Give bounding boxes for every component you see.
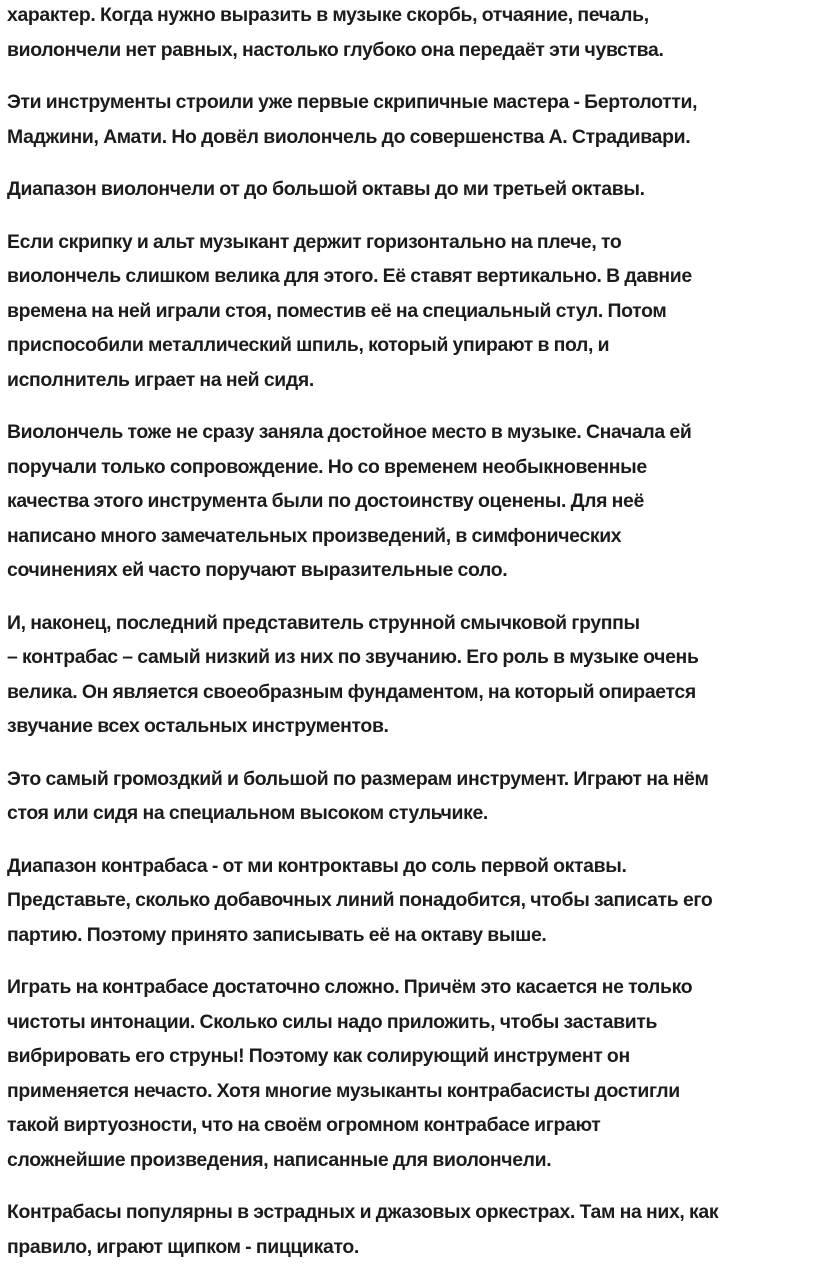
text-line: Контрабасы популярны в эстрадных и джазовых оркестрах. Там на них, как <box>7 1201 719 1223</box>
text-line: велика. Он является своеобразным фундаментом, на который опирается <box>7 680 696 703</box>
text-line: характер. Когда нужно выразить в музыке скорбь, отчаяние, печаль, <box>7 4 649 26</box>
text-line: вибрировать его струны! Поэтому как солирующий инструмент он <box>7 1045 630 1067</box>
text-line: Маджини, Амати. Но довёл виолончель до совершенства А. Страдивари. <box>7 125 691 148</box>
text-line: Если скрипку и альт музыкант держит горизонтально на плече, то <box>7 230 622 253</box>
text-line: Эти инструменты строили уже первые скрипичные мастера - Бертолотти, <box>7 91 698 113</box>
paragraph <box>7 415 816 588</box>
text-line: звучание всех остальных инструментов. <box>7 715 389 737</box>
text-line: – контрабас – самый низкий из них по звучанию. Его роль в музыке очень <box>7 646 699 668</box>
paragraph <box>7 849 816 953</box>
text-line: Виолончель тоже не сразу заняла достойное место в музыке. Сначала ей <box>7 421 692 443</box>
paragraph <box>7 225 816 398</box>
text-line: стоя или сидя на специальном высоком стульчике. <box>7 802 488 824</box>
text-line: качества этого инструмента были по достоинству оценены. Для неё <box>7 490 644 512</box>
text-line: сложнейшие произведения, написанные для виолончели. <box>7 1148 552 1171</box>
text-line: сочинениях ей часто поручают выразительные соло. <box>7 559 508 581</box>
paragraph <box>7 0 816 67</box>
text-line: Это самый громоздкий и большой по размерам инструмент. Играют на нём <box>7 767 709 790</box>
text-line: исполнитель играет на ней сидя. <box>7 368 314 391</box>
text-line: Представьте, сколько добавочных линий понадобится, чтобы записать его <box>7 889 713 911</box>
text-line: Диапазон контрабаса - от ми контроктавы до соль первой октавы. <box>7 854 627 877</box>
text-line: применяется нечасто. Хотя многие музыканты контрабасисты достигли <box>7 1079 680 1102</box>
text-line: такой виртуозности, что на своём огромном контрабасе играют <box>7 1114 601 1136</box>
text-line: Играть на контрабасе достаточно сложно. Причём это касается не только <box>7 976 693 998</box>
paragraph <box>7 172 816 207</box>
text-line: поручали только сопровождение. Но со временем необыкновенные <box>7 455 647 478</box>
text-line: виолончель слишком велика для этого. Её ставят вертикально. В давние <box>7 265 692 287</box>
paragraph <box>7 85 816 154</box>
paragraph <box>7 606 816 744</box>
text-line: партию. Поэтому принято записывать её на октаву выше. <box>7 923 547 946</box>
text-line: правило, играют щипком - пиццикато. <box>7 1235 359 1258</box>
paragraph <box>7 762 816 831</box>
text-line: приспособили металлический шпиль, который упирают в пол, и <box>7 334 610 356</box>
text-line: Диапазон виолончели от до большой октавы до ми третьей октавы. <box>7 178 645 200</box>
text-line: И, наконец, последний представитель струнной смычковой группы <box>7 611 640 634</box>
text-line: написано много замечательных произведений, в симфонических <box>7 524 622 547</box>
text-line: времена на ней играли стоя, поместив её на специальный стул. Потом <box>7 299 667 322</box>
text-line: чистоты интонации. Сколько силы надо приложить, чтобы заставить <box>7 1010 658 1033</box>
text-line: виолончели нет равных, настолько глубоко она передаёт эти чувства. <box>7 38 664 61</box>
paragraph <box>7 1195 816 1264</box>
paragraph <box>7 970 816 1177</box>
